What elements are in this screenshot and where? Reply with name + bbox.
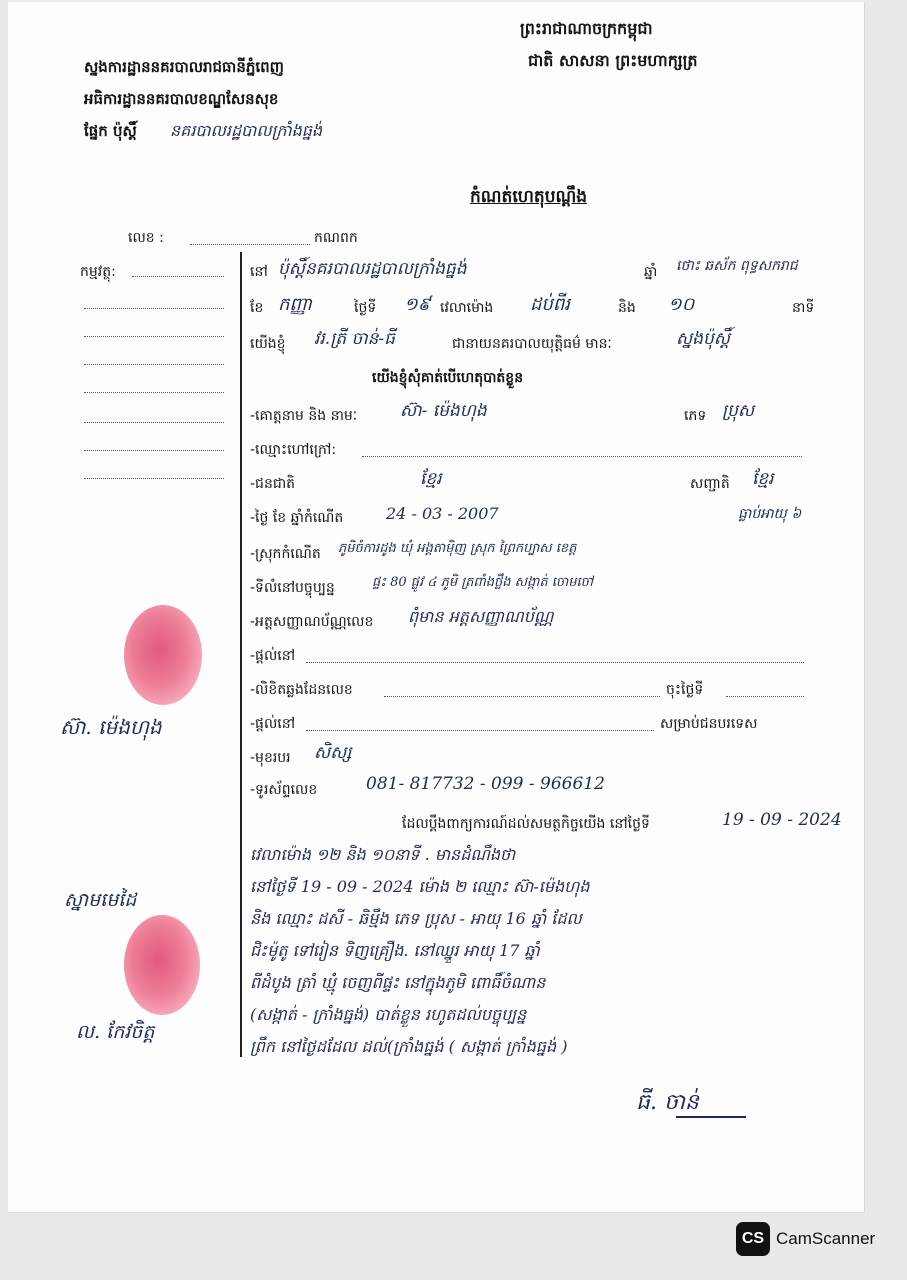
- field-label: -គោត្តនាម និង នាមៈ: [250, 408, 358, 424]
- intro-year-value: ថោះ ឆស័ក ពុទ្ធសករាជ: [676, 258, 798, 274]
- signature-underline: [676, 1116, 746, 1118]
- field-value: ផ្ទះ 80 ផ្លូវ ៤ ភូមិ ត្រពាំងថ្លឹង សង្កាត់ ចោមចៅ: [372, 575, 594, 590]
- field-label: -ស្រុកកំណើត: [250, 546, 321, 562]
- field-extra-label: ភេទ: [684, 408, 707, 424]
- camscanner-logo-icon: CS: [736, 1222, 770, 1256]
- field-extra-value: ធ្លាប់អាយុ ៦: [738, 506, 802, 522]
- intro-year-label: ឆ្នាំ: [644, 264, 658, 280]
- agency-line-3-label: ផ្នែក ប៉ុស្តិ៍: [84, 122, 137, 140]
- field-value: ខ្មែរ: [420, 469, 442, 489]
- intro-officer-value: វរ.ត្រី ចាន់-ធី: [314, 329, 395, 349]
- intro-we-label: យើងខ្ញុំ: [250, 336, 286, 352]
- field-label: -ថ្ងៃ ខែ ឆ្នាំកំណើត: [250, 510, 344, 526]
- motto-heading: ជាតិ សាសនា ព្រះមហាក្សត្រ: [528, 51, 698, 70]
- complainant-name-handwritten: ស៊ា. ម៉េងហុង: [60, 715, 162, 739]
- intro-minute-label: នាទី: [792, 300, 815, 316]
- number-suffix: កណពក: [314, 230, 358, 246]
- statement-line: ជិះម៉ូតូ ទៅរៀន ទិញគ្រឿង. នៅឈ្នួរ អាយុ 17 ឆ្នាំ: [250, 941, 540, 960]
- field-extra-value: ខ្មែរ: [752, 469, 774, 489]
- intro-called-line: យើងខ្ញុំសុំគាត់បើហេតុបាត់ខ្លួន: [372, 370, 524, 386]
- field-label: -ទីលំនៅបច្ចុប្បន្ន: [250, 580, 335, 596]
- field-value: ភូមិចំការដូង ឃុំ អង្គតាម៉ិញ ស្រុក ព្រៃកប្បាស ខេត្ត: [338, 541, 577, 556]
- intro-and-label: និង: [618, 300, 636, 316]
- field-value: 081- 817732 - 099 - 966612: [366, 774, 605, 794]
- statement-line: នៅថ្ងៃទី 19 - 09 - 2024 ម៉ោង ២ ឈ្មោះ ស៊ា-ម៉េងហុង: [250, 877, 590, 896]
- field-value: 24 - 03 - 2007: [386, 504, 499, 523]
- subject-dotted-line: [84, 422, 224, 423]
- field-dotted-line: [362, 456, 802, 457]
- fingerprint-caption-handwritten: ស្នាមមេដៃ: [64, 889, 137, 911]
- number-label: លេខ :: [128, 230, 164, 246]
- subject-dotted-line: [84, 450, 224, 451]
- kingdom-heading: ព្រះរាជាណាចក្រកម្ពុជា: [520, 19, 653, 38]
- thumbprint-complainant: [124, 605, 202, 705]
- statement-line: (សង្កាត់ - ក្រាំងធ្នង់) បាត់ខ្លួន រហូតដល់បច្ចុប្បន្ន: [250, 1005, 527, 1024]
- intro-role-value: ស្នងប៉ុស្តិ៍: [676, 329, 730, 349]
- number-dotted-line: [190, 244, 310, 245]
- intro-time-value: ដប់ពីរ: [530, 294, 570, 315]
- intro-month-label: ខែ: [250, 300, 264, 316]
- field-label: -ទូរស័ព្ទលេខ: [250, 782, 318, 798]
- statement-line: ព្រឹក នៅថ្ងៃដដែល ដល់(ក្រាំងធ្នង់ ( សង្កាត់ ក្រាំងធ្នង់ ): [250, 1037, 568, 1056]
- thumbprint-witness: [124, 915, 200, 1015]
- witness-name-handwritten: ល. កែវចិត្ត: [76, 1021, 155, 1043]
- subject-dotted-line: [84, 478, 224, 479]
- intro-month-value: កញ្ញា: [278, 294, 312, 315]
- intro-place-value: ប៉ុស្តិ៍នគរបាលរដ្ឋបាលក្រាំងធ្នង់: [278, 259, 467, 279]
- subject-dotted-line: [84, 392, 224, 393]
- intro-rank-label: ជានាយនគរបាលយុត្តិធម៌ មានៈ: [452, 336, 612, 352]
- field-value: សិស្ស: [314, 743, 352, 763]
- field-label: -មុខរបរ: [250, 750, 291, 766]
- subject-dotted-line: [84, 364, 224, 365]
- field-label: -ជនជាតិ: [250, 476, 296, 492]
- agency-line-1: ស្នងការដ្ឋាននគរបាលរាជធានីភ្នំពេញ: [84, 58, 284, 76]
- field-dotted-line: [726, 696, 804, 697]
- intro-minute-value: ១០: [668, 294, 695, 315]
- field-dotted-line: [384, 696, 660, 697]
- intro-day-value: ១៩: [404, 294, 431, 315]
- field-dotted-line: [306, 662, 804, 663]
- agency-line-3-handwritten: នគរបាលរដ្ឋបាលក្រាំងធ្នង់: [170, 121, 323, 140]
- statement-line: និង ឈ្មោះ ដសី - ឆិម្មឹង ភេទ ប្រុស - អាយុ 16 ឆ្នាំ ដែល: [250, 909, 582, 928]
- intro-time-label: វេលាម៉ោង: [440, 300, 494, 316]
- field-extra-label: ចុះថ្ងៃទី: [666, 682, 704, 698]
- field-extra-value: ប្រុស: [722, 401, 755, 421]
- statement-label: ដែលប្តឹងពាក្យការណ៍ដល់សមត្ថកិច្ចយើង នៅថ្ងៃទី: [402, 816, 650, 832]
- subject-dotted-line: [84, 308, 224, 309]
- column-divider: [240, 252, 242, 1057]
- field-extra-label: សម្រាប់ជនបរទេស: [660, 716, 758, 732]
- field-label: -អត្តសញ្ញាណប័ណ្ណលេខ: [250, 614, 374, 630]
- statement-line: វេលាម៉ោង ១២ និង ១០នាទី . មានដំណឹងថា: [250, 845, 516, 864]
- field-dotted-line: [306, 730, 654, 731]
- field-label: -លិខិតឆ្លងដែនលេខ: [250, 682, 353, 698]
- subject-dotted-line: [132, 276, 224, 277]
- statement-line: ពីដំបូង ត្រាំ ឃ្មុំ ចេញពីផ្ទះ នៅក្នុងភូមិ ពោធិ៍ចំណាន: [250, 973, 546, 992]
- intro-place-label: នៅ: [250, 264, 268, 280]
- field-value: ស៊ា- ម៉េងហុង: [400, 401, 487, 421]
- field-label: -ផ្តល់នៅ: [250, 716, 296, 732]
- camscanner-name: CamScanner: [776, 1229, 876, 1248]
- officer-signature: ធី. ចាន់: [636, 1090, 699, 1115]
- statement-date: 19 - 09 - 2024: [722, 810, 842, 830]
- intro-day-label: ថ្ងៃទី: [354, 300, 377, 316]
- agency-line-2: អធិការដ្ឋាននគរបាលខណ្ឌសែនសុខ: [84, 90, 279, 108]
- subject-label: កម្មវត្ថុ:: [80, 264, 116, 280]
- field-label: -ឈ្មោះហៅក្រៅ:: [250, 442, 337, 458]
- subject-dotted-line: [84, 336, 224, 337]
- document-title: កំណត់ហេតុបណ្តឹង: [470, 187, 588, 207]
- field-extra-label: សញ្ជាតិ: [690, 476, 730, 492]
- field-value: ពុំមាន អត្តសញ្ញាណប័ណ្ណ: [408, 607, 554, 626]
- field-label: -ផ្តល់នៅ: [250, 648, 296, 664]
